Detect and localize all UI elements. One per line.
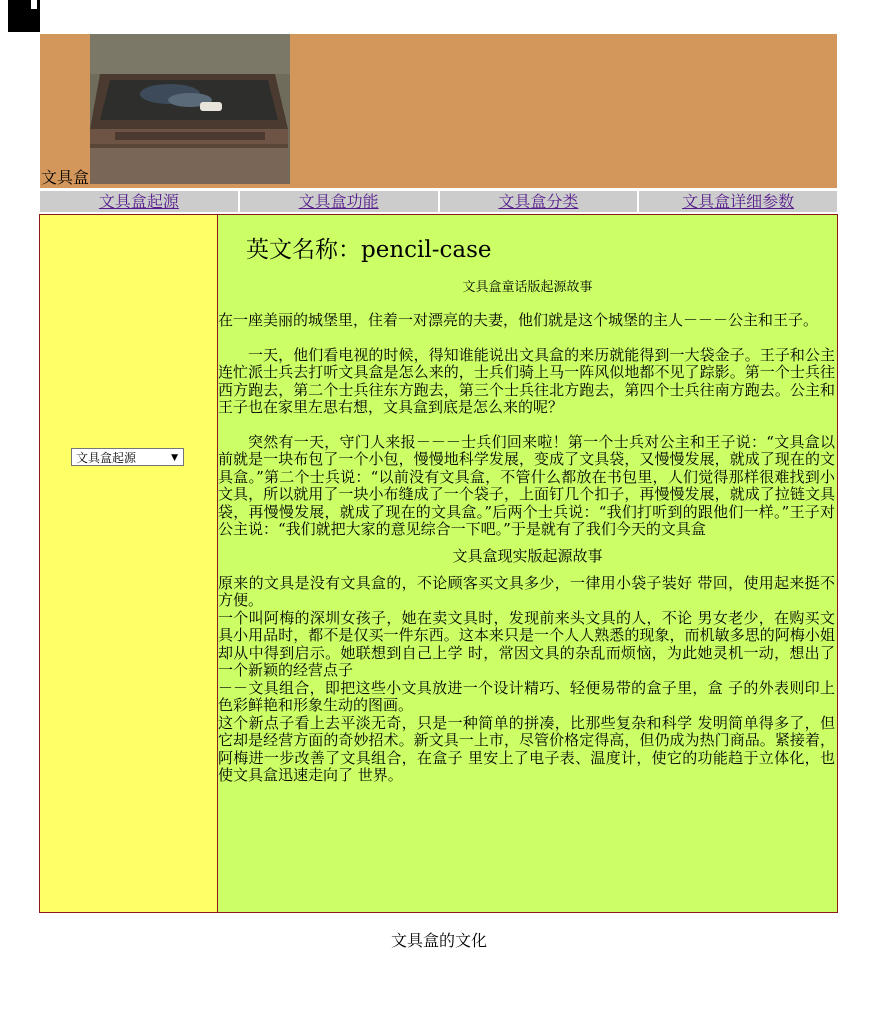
pencil-box-photo <box>90 34 290 184</box>
nav-link-origin[interactable]: 文具盒起源 <box>98 192 179 211</box>
nav-cell-function <box>240 191 438 212</box>
dropdown-arrow-icon: ▼ <box>171 453 178 463</box>
fairy-tale-paragraph-3: 突然有一天，守门人来报－－－士兵们回来啦！第一个士兵对公主和王子说：“文具盒以前就是一块布包了一个小包，慢慢地科学发展，变成了文具袋，又慢慢发展，就成了现在的文具盒。”第二个士兵说：“以前没有文具盒，不管什么都放在书包里，人们觉得那样很难找到小文具，所以就用了一块小布缝成了一个袋子，上面钉几个扣子，再慢慢发展，就成了拉链文具袋，再慢慢发展，就成了现在的文具盒。”后两个士兵说：“我们打听到的跟他们一样。”王子对公主说：“我们就把大家的意见综合一下吧。”于是就有了我们今天的文具盒 <box>218 432 835 538</box>
real-story-paragraph-2: 一个叫阿梅的深圳女孩子，她在卖文具时，发现前来头文具的人，不论 男女老少，在购买文具小用品时，都不是仅买一件东西。这本来只是一个人人熟悉的现象，而机敏多思的阿梅小姐却从中得到启示。她联想到自己上学 时，常因文具的杂乱而烦恼，为此她灵机一动，想出了一个新颖的经营点子 <box>218 608 835 679</box>
english-name-heading: 英文名称：pencil-case <box>246 237 492 263</box>
header-banner <box>40 34 837 188</box>
main-nav <box>40 191 837 212</box>
nav-link-params[interactable]: 文具盒详细参数 <box>682 192 795 211</box>
nav-link-category[interactable]: 文具盒分类 <box>498 192 579 211</box>
nav-cell-params <box>639 191 837 212</box>
real-story-title: 文具盒现实版起源故事 <box>452 546 603 565</box>
real-story-paragraph-1: 原来的文具是没有文具盒的，不论顾客买文具多少，一律用小袋子装好 带回，使用起来挺不方便。 <box>218 573 835 609</box>
footer-caption: 文具盒的文化 <box>390 931 487 950</box>
real-story-paragraph-3: －－文具组合，即把这些小文具放进一个设计精巧、轻便易带的盒子里，盒 子的外表则印上色彩鲜艳和形象生动的图画。 <box>218 678 835 714</box>
content-table <box>39 214 838 913</box>
real-story-paragraph-4: 这个新点子看上去平淡无奇，只是一种简单的拼凑，比那些复杂和科学 发明简单得多了，但它却是经营方面的奇妙招术。新文具一上市，尽管价格定得高，但仍成为热门商品。紧接着，阿梅进一步改善了文具组合，在盒子 里安上了电子表、温度计，使它的功能趋于立体化，也使文具盒迅速走向了 世界。 <box>218 713 835 784</box>
sidebar <box>40 215 218 912</box>
site-title: 文具盒 <box>41 168 90 187</box>
fairy-tale-paragraph-1: 在一座美丽的城堡里，住着一对漂亮的夫妻，他们就是这个城堡的主人－－－公主和王子。 <box>218 311 819 329</box>
corner-icon <box>8 0 40 32</box>
nav-cell-category <box>440 191 638 212</box>
main-content <box>218 215 837 912</box>
fairy-tale-paragraph-2: 一天，他们看电视的时候，得知谁能说出文具盒的来历就能得到一大袋金子。王子和公主连忙派士兵去打听文具盒是怎么来的，士兵们骑上马一阵风似地都不见了踪影。第一个士兵往西方跑去，第二个士兵往东方跑去，第三个士兵往北方跑去，第四个士兵往南方跑去。公主和王子也在家里左思右想，文具盒到底是怎么来的呢？ <box>218 345 835 416</box>
section-select[interactable] <box>71 448 184 466</box>
section-select-value: 文具盒起源 <box>76 451 137 465</box>
nav-link-function[interactable]: 文具盒功能 <box>298 192 379 211</box>
fairy-tale-story-title: 文具盒童话版起源故事 <box>462 280 593 295</box>
nav-cell-origin <box>40 191 238 212</box>
